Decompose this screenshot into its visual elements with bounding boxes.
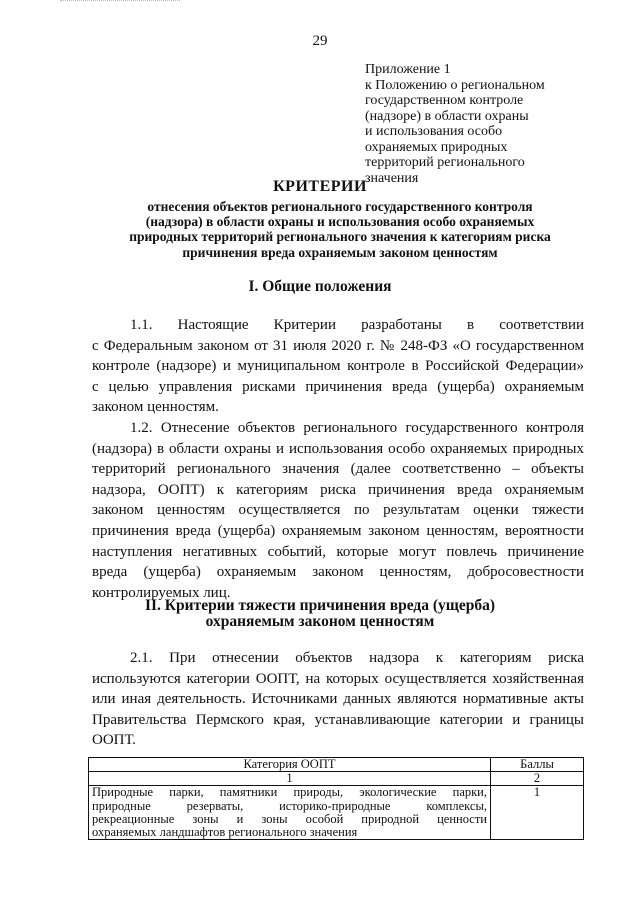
points-cell: 1 — [491, 786, 584, 840]
text-line: 1.1. Настоящие Критерии разработаны в соответствии — [130, 317, 584, 333]
cell-line: природные резерваты, историко-природные комплексы, — [92, 798, 487, 813]
text-line: с целью управления рисками причинения вреда (ущерба) охраняемым — [92, 378, 584, 395]
document-subtitle — [92, 199, 588, 260]
text-line: вреда (ущерба) охраняемым законом ценностям, добросовестности — [92, 564, 584, 581]
document-title: КРИТЕРИИ — [273, 178, 367, 195]
text-line: 1.2. Отнесение объектов регионального государственного контроля — [130, 420, 584, 436]
subtitle-line: причинения вреда охраняемым законом ценностям — [182, 244, 498, 260]
annex-line: и использования особо — [365, 124, 503, 139]
text-line: с Федеральным законом от 31 июля 2020 г. № 248-ФЗ «О государственном — [92, 337, 584, 354]
scan-artifact-line — [60, 0, 180, 2]
page-number: 29 — [312, 33, 328, 49]
text-line: Правительства Пермского края, устанавливающие категории и границы — [92, 711, 584, 728]
text-line: наступления негативных событий, которые могут повлечь причинение — [92, 543, 584, 560]
text-line: контроле (надзоре) и муниципальном контроле в Российской Федерации» — [92, 358, 584, 375]
text-line: территорий регионального значения (далее соответственно – объекты — [92, 461, 584, 478]
table-number-row — [89, 772, 584, 786]
heading-line: охраняемым законом ценностям — [205, 613, 435, 630]
text-line: 2.1. При отнесении объектов надзора к категориям риска — [130, 650, 584, 666]
annex-line: Приложение 1 — [365, 62, 451, 77]
header-category: Категория ООПТ — [89, 758, 491, 772]
subtitle-line: отнесения объектов регионального государственного контроля — [147, 199, 533, 214]
column-number: 2 — [491, 772, 584, 786]
text-line: контролируемых лиц. — [92, 584, 231, 601]
heading-line: II. Критерии тяжести причинения вреда (ущерба) — [144, 597, 496, 614]
table-header-row — [89, 758, 584, 772]
annex-reference — [365, 62, 605, 186]
subtitle-line: природных территорий регионального значения к категориям риска — [129, 229, 551, 245]
annex-line: к Положению о региональном — [365, 77, 545, 93]
text-line: причинения вреда (ущерба) охраняемым законом ценностям, вероятности — [92, 522, 584, 539]
text-line: надзора, ООПТ) к категориям риска причинения вреда охраняемым — [92, 481, 584, 498]
text-line: законом ценностям. — [92, 399, 219, 416]
subtitle-line: (надзора) в области охраны и использования особо охраняемых — [145, 214, 535, 230]
paragraph-2-1 — [92, 648, 584, 751]
cell-line: Природные парки, памятники природы, экологические парки, — [92, 785, 487, 800]
paragraph-1-1 — [92, 315, 584, 418]
text-line: ООПТ. — [92, 732, 136, 749]
criteria-table — [88, 757, 584, 840]
text-line: или иная деятельность. Источниками данных являются нормативные акты — [92, 691, 584, 708]
column-number: 1 — [89, 772, 491, 786]
section-2-heading — [0, 598, 640, 630]
text-line: законом ценностям осуществляется по результатам оценки тяжести — [92, 502, 584, 519]
section-1-heading: I. Общие положения — [248, 278, 392, 295]
text-line: используются категории ООПТ, на которых осуществляется хозяйственная — [92, 670, 584, 687]
text-line: (надзора) в области охраны и использования особо охраняемых природных — [92, 440, 584, 457]
annex-line: охраняемых природных — [365, 139, 508, 155]
category-cell — [89, 786, 491, 840]
paragraph-1-2 — [92, 418, 584, 603]
annex-line: (надзоре) в области охраны — [365, 108, 529, 124]
cell-line: охраняемых ландшафтов регионального значения — [92, 825, 358, 840]
table-row — [89, 786, 584, 840]
annex-line: государственном контроле — [365, 93, 524, 108]
annex-line: территорий регионального — [365, 155, 525, 170]
annex-line: значения — [365, 170, 419, 186]
header-points: Баллы — [491, 758, 584, 772]
cell-line: рекреационные зоны и зоны особой природной ценности — [92, 811, 487, 826]
